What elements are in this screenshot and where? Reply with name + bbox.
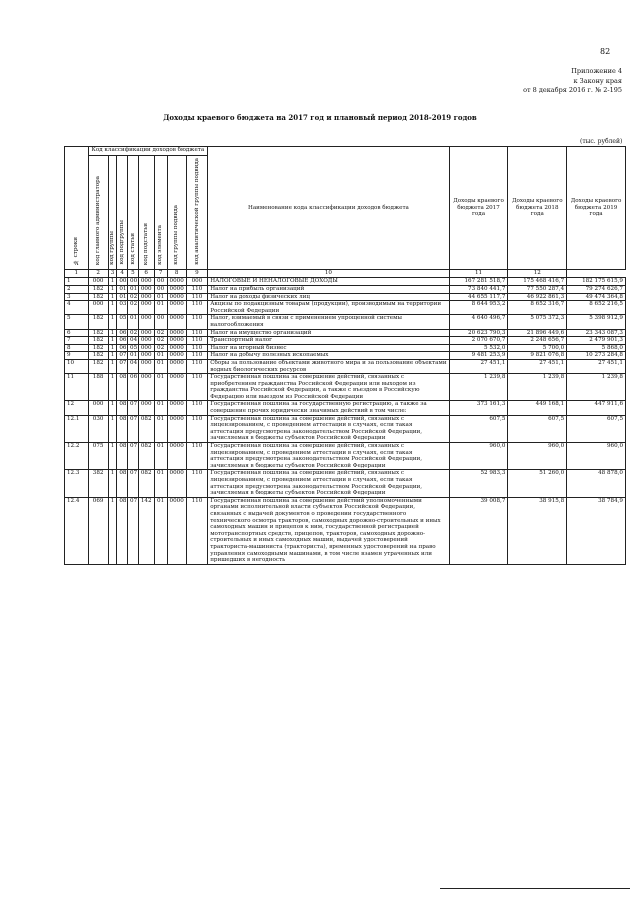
code-cell: 030 [88,415,108,442]
code-cell: 02 [128,329,139,337]
header-row [65,147,626,156]
table-row [65,401,626,415]
code-cell: 182 [88,329,108,337]
header-code-group: Код классификации доходов бюджета [88,147,208,156]
value-2017: 1 239,8 [449,374,508,401]
code-cell: 110 [186,293,207,301]
income-name: Государственная пошлина за государственную регистрацию, а также за совершение прочих юридически значимых действий в том числе: [208,401,449,415]
code-cell: 0000 [167,415,186,442]
row-number: 11 [65,374,89,401]
header-article: код статьи [128,156,139,270]
code-cell: 02 [128,301,139,315]
row-number: 12 [65,401,89,415]
row-number: 10 [65,359,89,373]
code-cell: 01 [154,443,167,470]
column-number: 12 [508,270,567,278]
value-2018: 2 248 656,7 [508,337,567,345]
code-cell: 0000 [167,374,186,401]
code-cell: 01 [117,293,128,301]
code-cell: 142 [138,497,154,564]
value-2018: 51 260,0 [508,470,567,497]
value-2017: 167 281 518,7 [449,278,508,286]
column-number: 11 [449,270,508,278]
header-subarticle: код подстатьи [138,156,154,270]
code-cell: 07 [128,470,139,497]
code-cell: 110 [186,359,207,373]
value-2019: 1 239,8 [567,374,626,401]
value-2018: 607,5 [508,415,567,442]
code-cell: 000 [88,278,108,286]
code-cell: 07 [117,352,128,360]
code-cell: 110 [186,497,207,564]
value-2019: 447 911,6 [567,401,626,415]
income-name: НАЛОГОВЫЕ И НЕНАЛОГОВЫЕ ДОХОДЫ [208,278,449,286]
code-cell: 000 [138,352,154,360]
code-cell: 06 [117,337,128,345]
value-2018: 449 168,1 [508,401,567,415]
code-cell: 1 [108,285,117,293]
code-cell: 110 [186,344,207,352]
code-cell: 02 [154,344,167,352]
code-cell: 1 [108,401,117,415]
column-number: 3 [108,270,117,278]
table-row [65,337,626,345]
code-cell: 0000 [167,315,186,329]
code-cell: 110 [186,315,207,329]
table-row [65,301,626,315]
code-cell: 082 [138,415,154,442]
value-2018: 46 922 861,3 [508,293,567,301]
income-name: Государственная пошлина за совершение действий, связанных с приобретением гражданства Российской Федерации или выходом из гражданства Российской Федерации, а также с въездом в Российскую Федерацию или выездом из Российской Федерации [208,374,449,401]
code-cell: 07 [128,401,139,415]
row-number: 4 [65,301,89,315]
column-number: 1 [65,270,89,278]
code-cell: 382 [88,470,108,497]
code-cell: 000 [88,401,108,415]
code-cell: 0000 [167,293,186,301]
value-2018: 77 550 287,4 [508,285,567,293]
code-cell: 01 [154,301,167,315]
code-cell: 01 [154,470,167,497]
header-row-no: № строки [65,147,89,270]
appendix-line: к Закону края [573,76,622,85]
code-cell: 188 [88,374,108,401]
code-cell: 06 [128,374,139,401]
row-number: 9 [65,352,89,360]
column-number: 6 [138,270,154,278]
header-admin: код главного администратора [88,156,108,270]
code-cell: 01 [154,415,167,442]
code-cell: 08 [117,374,128,401]
code-cell: 0000 [167,329,186,337]
value-2019: 79 274 626,7 [567,285,626,293]
value-2018: 960,0 [508,443,567,470]
code-cell: 000 [138,293,154,301]
code-cell: 01 [154,374,167,401]
income-name: Налог, взимаемый в связи с применением упрощенной системы налогообложения [208,315,449,329]
table-row [65,278,626,286]
code-cell: 0000 [167,497,186,564]
column-number: 9 [186,270,207,278]
code-cell: 110 [186,301,207,315]
value-2019: 182 175 615,9 [567,278,626,286]
value-2017: 8 644 953,2 [449,301,508,315]
income-name: Налог на игорный бизнес [208,344,449,352]
column-number: 8 [167,270,186,278]
income-name: Государственная пошлина за совершение действий уполномоченными органами исполнительной власти субъектов Российской Федерации, связанных с выдачей документов о проведении государственного технического осмотра тракторов, самоходных дорожно-строительных и иных самоходных машин и прицепов к ним, государственной регистрацией мототранспортных средств, прицепов, тракторов, самоходных дорожно-строительных и иных самоходных машин, выдачей удостоверений тракториста-машиниста (тракториста), временных удостоверений на право управления самоходными машинами, в том числе взамен утраченных или пришедших в негодность [208,497,449,564]
code-cell: 0000 [167,359,186,373]
code-cell: 110 [186,415,207,442]
column-number: 7 [154,270,167,278]
document-title: Доходы краевого бюджета на 2017 год и плановый период 2018-2019 годов [163,113,477,122]
header-element: код элемента [154,156,167,270]
code-cell: 1 [108,374,117,401]
value-2018: 5 075 372,3 [508,315,567,329]
row-number: 12.4 [65,497,89,564]
code-cell: 182 [88,315,108,329]
code-cell: 08 [117,443,128,470]
code-cell: 110 [186,329,207,337]
income-name: Сборы за пользование объектами животного мира и за пользование объектами водных биологических ресурсов [208,359,449,373]
code-cell: 1 [108,497,117,564]
table-row [65,470,626,497]
value-2018: 8 652 316,7 [508,301,567,315]
value-2019: 38 784,9 [567,497,626,564]
code-cell: 01 [154,359,167,373]
value-2017: 52 983,3 [449,470,508,497]
code-cell: 0000 [167,337,186,345]
row-number: 12.2 [65,443,89,470]
code-cell: 01 [154,293,167,301]
value-2017: 44 655 117,7 [449,293,508,301]
value-2017: 4 640 496,7 [449,315,508,329]
code-cell: 000 [138,344,154,352]
income-name: Государственная пошлина за совершение действий, связанных с лицензированием, с проведением аттестации в случаях, если такая аттестация предусмотрена законодательством Российской Федерации, зачисляемая в бюджеты субъектов Российской Федерации [208,470,449,497]
column-number: 2 [88,270,108,278]
code-cell: 000 [138,301,154,315]
code-cell: 000 [138,329,154,337]
code-cell: 1 [108,352,117,360]
code-cell: 000 [138,315,154,329]
code-cell: 000 [88,301,108,315]
value-2017: 5 532,0 [449,344,508,352]
value-2017: 20 623 790,3 [449,329,508,337]
bottom-rule [440,888,630,889]
row-number: 6 [65,329,89,337]
units-label: (тыс. рублей) [580,138,623,145]
code-cell: 082 [138,443,154,470]
budget-table [64,146,626,565]
value-2019: 49 474 364,8 [567,293,626,301]
code-cell: 08 [117,401,128,415]
row-number: 12.3 [65,470,89,497]
table-body [65,278,626,564]
code-cell: 000 [138,337,154,345]
row-number: 7 [65,337,89,345]
code-cell: 0000 [167,401,186,415]
code-cell: 182 [88,352,108,360]
code-cell: 0000 [167,301,186,315]
value-2019: 10 273 284,8 [567,352,626,360]
income-name: Налог на доходы физических лиц [208,293,449,301]
code-cell: 0000 [167,443,186,470]
table-row [65,443,626,470]
code-cell: 000 [138,278,154,286]
code-cell: 000 [138,285,154,293]
value-2017: 39 008,7 [449,497,508,564]
code-cell: 08 [117,470,128,497]
table-row [65,359,626,373]
code-cell: 082 [138,470,154,497]
column-number: 4 [117,270,128,278]
code-cell: 110 [186,401,207,415]
code-cell: 05 [117,315,128,329]
page-number: 82 [600,47,611,56]
code-cell: 1 [108,278,117,286]
value-2019: 8 652 216,5 [567,301,626,315]
value-2018: 38 915,8 [508,497,567,564]
table-row [65,352,626,360]
code-cell: 01 [128,285,139,293]
income-name: Акцизы по подакцизным товарам (продукции), производимым на территории Российской Федерации [208,301,449,315]
value-2017: 607,5 [449,415,508,442]
table-row [65,497,626,564]
value-2019: 27 451,1 [567,359,626,373]
value-2019: 5 398 912,9 [567,315,626,329]
code-cell: 01 [154,401,167,415]
code-cell: 075 [88,443,108,470]
code-cell: 07 [128,497,139,564]
code-cell: 07 [128,443,139,470]
table-row [65,285,626,293]
value-2019: 48 878,0 [567,470,626,497]
code-cell: 000 [138,401,154,415]
header-name: Наименование кода классификации доходов бюджета [208,147,449,270]
code-cell: 08 [117,497,128,564]
value-2018: 9 821 076,8 [508,352,567,360]
code-cell: 000 [138,374,154,401]
code-cell: 00 [154,278,167,286]
row-number: 8 [65,344,89,352]
code-cell: 1 [108,329,117,337]
code-cell: 1 [108,315,117,329]
code-cell: 01 [128,352,139,360]
row-number: 3 [65,293,89,301]
value-2018: 21 896 449,6 [508,329,567,337]
code-cell: 01 [154,352,167,360]
code-cell: 01 [154,497,167,564]
value-2017: 373 161,3 [449,401,508,415]
code-cell: 110 [186,443,207,470]
row-number: 1 [65,278,89,286]
code-cell: 00 [128,278,139,286]
value-2017: 27 451,1 [449,359,508,373]
appendix-line: Приложение 4 [571,67,622,75]
income-name: Государственная пошлина за совершение действий, связанных с лицензированием, с проведением аттестации в случаях, если такая аттестация предусмотрена законодательством Российской Федерации, зачисляемая в бюджеты субъектов Российской Федерации [208,415,449,442]
value-2019: 5 868,0 [567,344,626,352]
row-number: 12.1 [65,415,89,442]
code-cell: 0000 [167,344,186,352]
code-cell: 000 [186,278,207,286]
income-name: Транспортный налог [208,337,449,345]
header-2019: Доходы краевого бюджета 2019 года [567,147,626,270]
code-cell: 182 [88,285,108,293]
code-cell: 04 [128,337,139,345]
value-2017: 73 840 441,7 [449,285,508,293]
code-cell: 182 [88,359,108,373]
code-cell: 000 [138,359,154,373]
code-cell: 069 [88,497,108,564]
header-analytic: код аналитической группы подвида [186,156,207,270]
column-number: 10 [208,270,449,278]
code-cell: 1 [108,344,117,352]
value-2019: 960,0 [567,443,626,470]
table-row [65,415,626,442]
income-name: Налог на прибыль организаций [208,285,449,293]
code-cell: 01 [117,285,128,293]
column-number: 5 [128,270,139,278]
code-cell: 07 [128,415,139,442]
code-cell: 110 [186,374,207,401]
code-cell: 02 [154,337,167,345]
value-2018: 5 700,0 [508,344,567,352]
code-cell: 0000 [167,285,186,293]
code-cell: 00 [154,285,167,293]
code-cell: 04 [128,359,139,373]
value-2017: 9 481 253,9 [449,352,508,360]
value-2018: 27 451,1 [508,359,567,373]
code-cell: 00 [117,278,128,286]
code-cell: 1 [108,415,117,442]
code-cell: 182 [88,344,108,352]
code-cell: 1 [108,301,117,315]
income-name: Государственная пошлина за совершение действий, связанных с лицензированием, с проведением аттестации в случаях, если такая аттестация предусмотрена законодательством Российской Федерации, зачисляемая в бюджеты субъектов Российской Федерации [208,443,449,470]
table-row [65,374,626,401]
header-2017: Доходы краевого бюджета 2017 года [449,147,508,270]
code-cell: 01 [128,315,139,329]
table-row [65,315,626,329]
income-name: Налог на добычу полезных ископаемых [208,352,449,360]
code-cell: 0000 [167,278,186,286]
code-cell: 1 [108,359,117,373]
header-program: код группы подвида [167,156,186,270]
row-number: 2 [65,285,89,293]
code-cell: 182 [88,337,108,345]
code-cell: 0000 [167,470,186,497]
code-cell: 06 [117,344,128,352]
appendix-line: от 8 декабря 2016 г. № 2-195 [523,86,622,94]
code-cell: 1 [108,293,117,301]
value-2017: 960,0 [449,443,508,470]
code-cell: 110 [186,337,207,345]
header-2018: Доходы краевого бюджета 2018 года [508,147,567,270]
appendix-note [523,67,622,96]
code-cell: 110 [186,352,207,360]
code-cell: 110 [186,470,207,497]
code-cell: 02 [128,293,139,301]
header-group: код группы [108,156,117,270]
code-cell: 05 [128,344,139,352]
code-cell: 110 [186,285,207,293]
code-cell: 02 [154,329,167,337]
row-number: 5 [65,315,89,329]
value-2019: 2 479 901,3 [567,337,626,345]
code-cell: 07 [117,359,128,373]
table-row [65,329,626,337]
table-row [65,293,626,301]
code-cell: 182 [88,293,108,301]
value-2017: 2 070 670,7 [449,337,508,345]
value-2019: 607,5 [567,415,626,442]
column-number-row [65,270,626,278]
code-cell: 08 [117,415,128,442]
value-2018: 1 239,8 [508,374,567,401]
value-2018: 175 468 416,7 [508,278,567,286]
value-2019: 23 343 087,3 [567,329,626,337]
code-cell: 00 [154,315,167,329]
code-cell: 1 [108,337,117,345]
code-cell: 1 [108,470,117,497]
code-cell: 03 [117,301,128,315]
code-cell: 1 [108,443,117,470]
table-row [65,344,626,352]
code-cell: 0000 [167,352,186,360]
income-name: Налог на имущество организаций [208,329,449,337]
code-cell: 06 [117,329,128,337]
header-subgroup: код подгруппы [117,156,128,270]
